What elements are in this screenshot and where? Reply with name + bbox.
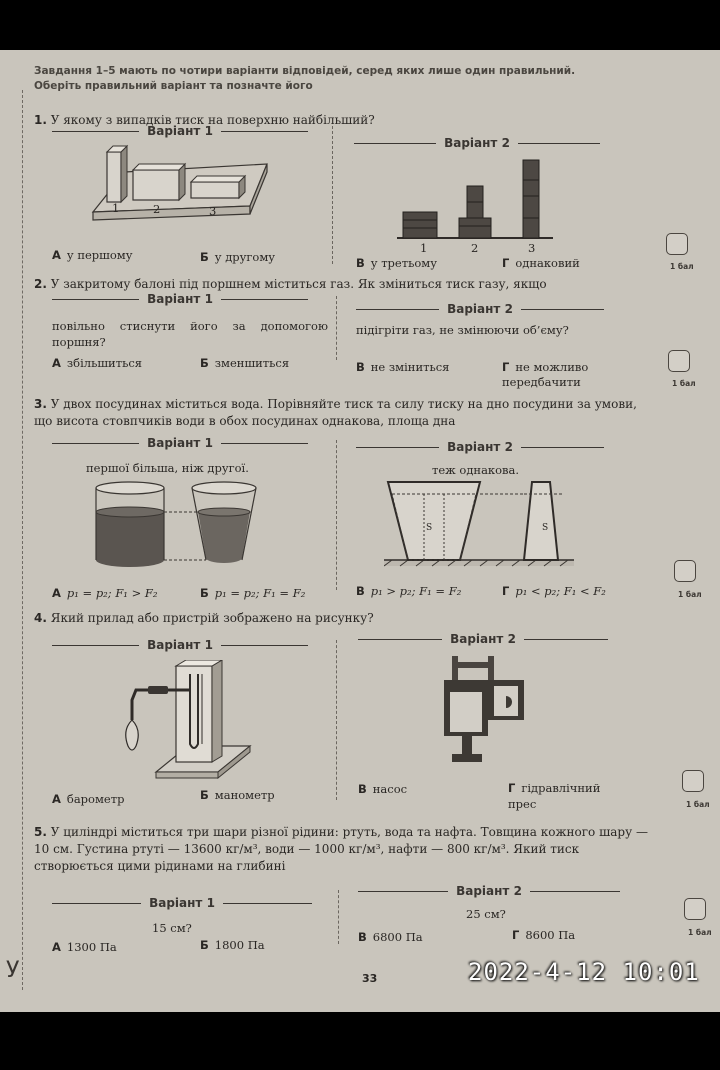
question-text: У якому з випадків тиск на поверхню найбільший? (50, 113, 375, 127)
q1-v2-label-2: 2 (471, 241, 479, 255)
question-3: 3. У двох посудинах міститься вода. Порівняйте тиск та силу тиску на дно посудини за умови, що висота стовпчиків води в обох посудинах однакова, площа дна (34, 397, 637, 428)
q5-variant-2-heading: Варіант 2 (358, 884, 620, 898)
q5-v1-text: 15 см? (152, 921, 192, 935)
question-5: 5. У циліндрі міститься три шари різної рідини: ртуть, вода та нафта. Товщина кожного шару — 10 см. Густина ртуті — 13600 кг/м³, води — 1000 кг/м³, нафти — 800 кг/м³. Який тиск створюється цими рідинами на глибині (34, 825, 648, 873)
q5-answer-box[interactable] (684, 898, 706, 920)
q1-stacks-figure (395, 156, 555, 242)
q1-option-a[interactable]: А у першому (52, 248, 133, 262)
q3-glasses-figure (90, 478, 270, 570)
q2-variant-2-heading: Варіант 2 (356, 302, 604, 316)
q5-option-a[interactable]: А 1300 Па (52, 940, 117, 954)
q4-option-g[interactable]: Г гідравлічний прес (508, 781, 601, 811)
q4-option-b[interactable]: Б манометр (200, 788, 275, 802)
q5-option-g[interactable]: Г 8600 Па (512, 928, 576, 942)
instructions-line-2: Оберіть правильний варіант та позначте його (34, 80, 313, 92)
q3-option-g[interactable]: Г p₁ < p₂; F₁ < F₂ (502, 584, 606, 598)
q4-option-a[interactable]: А барометр (52, 792, 125, 806)
question-number: 1. (34, 113, 47, 127)
question-4: 4. Який прилад або пристрій зображено на рисунку? (34, 611, 374, 625)
q1-option-b[interactable]: Б у другому (200, 250, 276, 264)
q2-variant-1-heading: Варіант 1 (52, 292, 308, 306)
q3-option-v[interactable]: В p₁ > p₂; F₁ = F₂ (356, 584, 462, 598)
variant-1-heading: Варіант 1 (52, 124, 308, 138)
column-divider (336, 640, 337, 800)
q1-v2-label-3: 3 (528, 241, 536, 255)
q2-option-b[interactable]: Б зменшиться (200, 356, 290, 370)
q3-option-a[interactable]: А p₁ = p₂; F₁ > F₂ (52, 586, 158, 600)
q1-v1-label-2: 2 (153, 202, 161, 216)
q3-score: 1 бал (678, 590, 702, 599)
q3-answer-box[interactable] (674, 560, 696, 582)
q3-variant-1-heading: Варіант 1 (52, 436, 308, 450)
q2-option-g[interactable]: Г не можливо передбачити (502, 360, 589, 389)
q1-v1-label-3: 3 (209, 204, 217, 218)
column-divider (332, 126, 333, 264)
q2-answer-box[interactable] (668, 350, 690, 372)
q4-option-v[interactable]: В насос (358, 782, 408, 796)
q2-score: 1 бал (672, 379, 696, 388)
instructions-line-1: Завдання 1–5 мають по чотири варіанти відповідей, серед яких лише один правильний. (34, 65, 576, 77)
q5-score: 1 бал (688, 928, 712, 937)
q3-v2-text: теж однакова. (432, 463, 520, 477)
column-divider (336, 296, 337, 360)
q3-variant-2-heading: Варіант 2 (356, 440, 604, 454)
question-2: 2. У закритому балоні під поршнем міститься газ. Як зміниться тиск газу, якщо (34, 277, 547, 291)
q2-option-a[interactable]: А збільшиться (52, 356, 143, 370)
q1-v1-label-1: 1 (112, 201, 120, 215)
q3-option-b[interactable]: Б p₁ = p₂; F₁ = F₂ (200, 586, 306, 600)
q1-option-v[interactable]: В у третьому (356, 256, 437, 270)
q3-area-label-1: S (426, 523, 433, 533)
q2-v1-text: повільно стиснути його за допомогою поршня? (52, 319, 328, 349)
margin-mark: У (6, 958, 20, 983)
variant-2-heading: Варіант 2 (354, 136, 600, 150)
q5-option-b[interactable]: Б 1800 Па (200, 938, 265, 952)
q4-variant-1-heading: Варіант 1 (52, 638, 308, 652)
q4-answer-box[interactable] (682, 770, 704, 792)
q4-variant-2-heading: Варіант 2 (358, 632, 608, 646)
q5-v2-text: 25 см? (466, 907, 506, 921)
q3-area-label-2: S (542, 523, 549, 533)
q4-score: 1 бал (686, 800, 710, 809)
q5-option-v[interactable]: В 6800 Па (358, 930, 423, 944)
q1-score: 1 бал (670, 262, 694, 271)
instructions (34, 64, 694, 94)
column-divider (338, 890, 339, 944)
q2-v2-text: підігріти газ, не змінюючи об’єму? (356, 323, 569, 337)
page-number: 33 (362, 972, 378, 985)
column-divider (336, 440, 337, 590)
worksheet-page (0, 50, 720, 1012)
photo-timestamp: 2022-4-12 10:01 (468, 958, 700, 986)
q4-pump-figure (444, 656, 524, 768)
q4-manometer-figure (118, 660, 258, 782)
q1-option-g[interactable]: Г однаковий (502, 256, 580, 270)
q1-answer-box[interactable] (666, 233, 688, 255)
q5-variant-1-heading: Варіант 1 (52, 896, 312, 910)
q2-option-v[interactable]: В не зміниться (356, 360, 450, 374)
q1-v2-label-1: 1 (420, 241, 428, 255)
q3-v1-text: першої більша, ніж другої. (86, 461, 249, 475)
margin-line (22, 90, 23, 990)
